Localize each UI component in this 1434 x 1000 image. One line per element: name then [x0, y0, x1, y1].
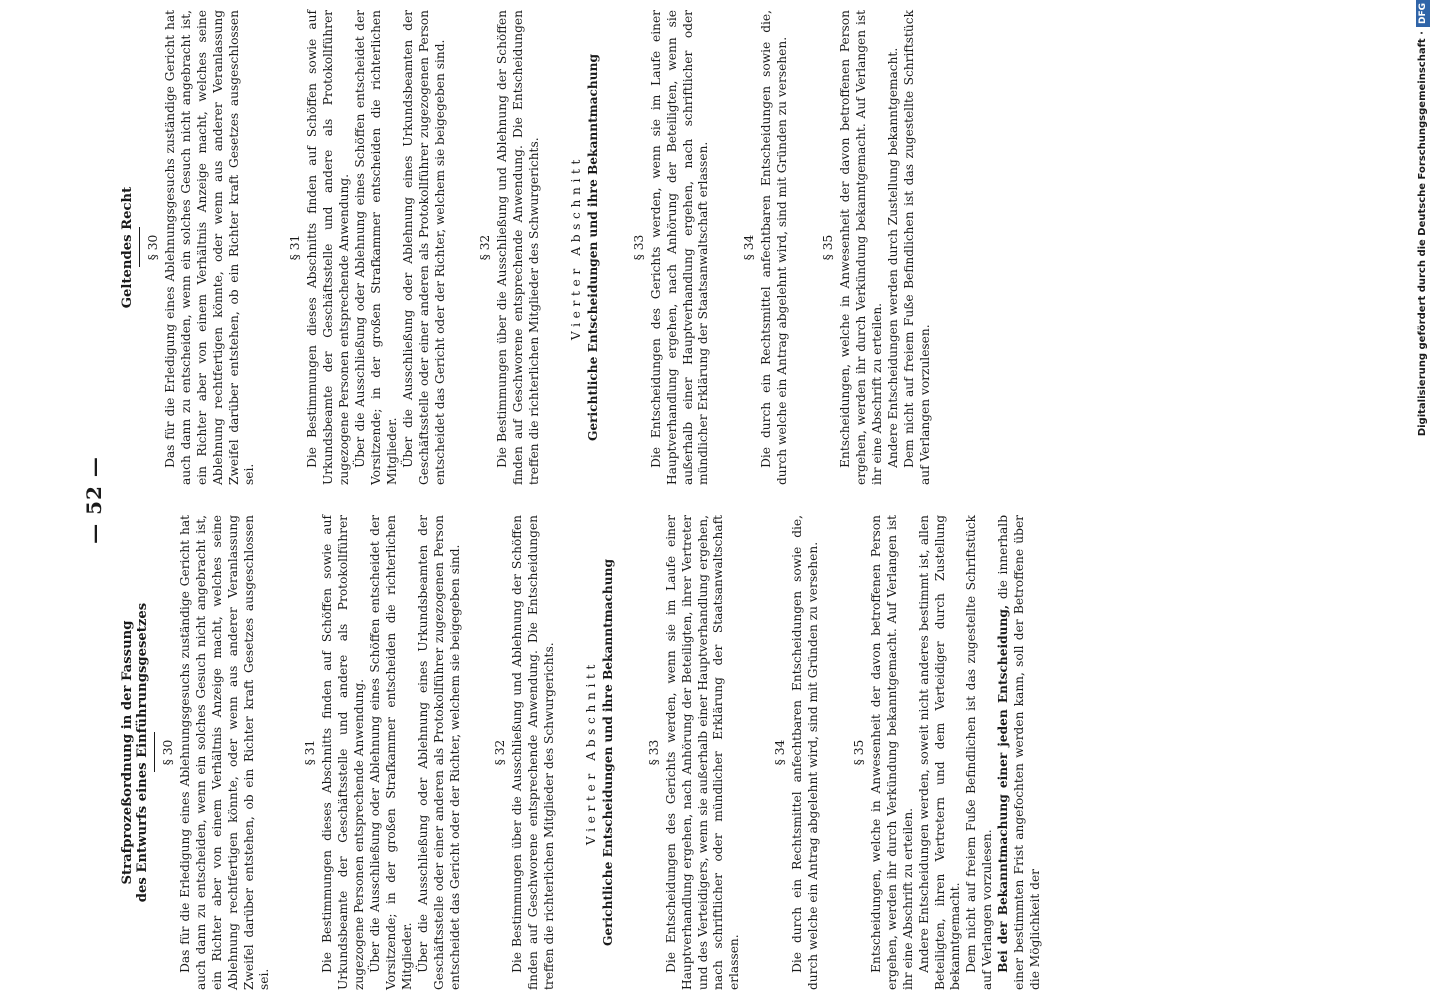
paragraph: Über die Ausschließung oder Ablehnung eines Schöffen entscheidet der Vorsitzende; in der großen Strafkammer entscheiden die richterlichen Mitglieder. [352, 10, 399, 485]
paragraph: Die Bestimmungen dieses Abschnitts finden auf Schöffen sowie auf Urkundsbeamte der Geschäftsstelle und andere als Protokollführer zugezogene Personen entsprechende Anwendung. [320, 515, 367, 990]
dfg-logo: DFG [1416, 0, 1430, 27]
section-number: § 30 [146, 234, 160, 261]
column-title [120, 10, 135, 485]
section-number: § 34 [773, 739, 788, 766]
paragraph: Die Bestimmungen über die Ausschließung und Ablehnung der Schöffen finden auf Geschworene entsprechende Anwendung. Die Entscheidungen treffen die richterlichen Mitglieder des Schwurgerichts. [510, 515, 557, 990]
section-number: § 32 [478, 234, 493, 261]
paragraph-lead: Bei der Bekanntmachung einer jeden Entscheidung, [996, 604, 1011, 973]
column-title [120, 515, 150, 990]
paragraph: Über die Ausschließung oder Ablehnung eines Urkundsbeamten der Geschäftsstelle oder einer anderen als Protokollführer zugezogenen Person entscheidet das Gericht oder der Richter, welchem sie beigegeben sind. [415, 515, 462, 990]
paragraph: Andere Entscheidungen werden, soweit nicht anderes bestimmt ist, allen Beteiligten, ihren Vertretern und dem Verteidiger durch Zustellung bekanntgemacht. [916, 515, 963, 990]
section-number: § 33 [631, 234, 646, 261]
paragraph: Die Bestimmungen über die Ausschließung und Ablehnung der Schöffen finden auf Geschworene entsprechende Anwendung. Die Entscheidungen treffen die richterlichen Mitglieder des Schwurgerichts. [495, 10, 542, 485]
paragraph: Andere Entscheidungen werden durch Zustellung bekanntgemacht. [885, 47, 900, 468]
column-title-line: Geltendes Recht [120, 186, 135, 309]
chapter-heading: Gerichtliche Entscheidungen und ihre Bekanntmachung [585, 53, 600, 442]
column-draft-version [120, 515, 1044, 990]
paragraph: Über die Ausschließung oder Ablehnung eines Schöffen entscheidet der Vorsitzende; in der großen Strafkammer entscheiden die richterlichen Mitglieder. [367, 515, 414, 990]
chapter-label: Vierter Abschnitt [584, 659, 599, 846]
credit-text: Digitalisierung gefördert durch die Deutsche Forschungsgemeinschaft · [1417, 31, 1428, 437]
paragraph: Die Bestimmungen dieses Abschnitts finden auf Schöffen sowie auf Urkundsbeamte der Geschäftsstelle und andere als Protokollführer zugezogene Personen entsprechende Anwendung. [305, 10, 352, 485]
paragraph: Die Entscheidungen des Gerichts werden, wenn sie im Laufe einer Hauptverhandlung ergehen, nach Anhörung der Beteiligten, wenn sie außerhalb einer Hauptverhandlung ergehen, nach schriftlicher oder mündlicher Erklärung der Staatsanwaltschaft erlassen. [648, 10, 711, 485]
paragraph: Die durch ein Rechtsmittel anfechtbaren Entscheidungen sowie die, durch welche ein Antrag abgelehnt wird, sind mit Gründen zu versehen. [790, 515, 821, 990]
paragraph: Die Entscheidungen des Gerichts werden, wenn sie im Laufe einer Hauptverhandlung ergehen, nach Anhörung der Beteiligten, ihrer Vertreter und des Verteidigers, wenn sie außerhalb einer Hauptverhandlung ergehen, nach schriftlicher oder mündlicher Erklärung der Staatsanwaltschaft erlassen. [663, 515, 742, 990]
column-title-line: des Entwurfs eines Einführungsgesetzes [135, 602, 150, 903]
paragraph: Entscheidungen, welche in Anwesenheit der davon betroffenen Person ergehen, werden ihr durch Verkündung bekanntgemacht. Auf Verlangen ist ihr eine Abschrift zu erteilen. [838, 10, 884, 485]
section-number: § 35 [852, 739, 866, 766]
section-number: § 31 [303, 739, 318, 766]
paragraph-text: die innerhalb einer bestimmten Frist angefochten werden kann, soll der Betroffene über die Möglichkeit der [996, 515, 1042, 990]
paragraph: Über die Ausschließung oder Ablehnung eines Urkundsbeamten der Geschäftsstelle oder einer anderen als Protokollführer zugezogenen Person entscheidet das Gericht oder der Richter, welchem sie beigegeben sind. [400, 10, 447, 485]
section-number: § 30 [161, 739, 175, 766]
paragraph: Das für die Erledigung eines Ablehnungsgesuchs zuständige Gericht hat auch dann zu entscheiden, wenn ein solches Gesuch nicht angebracht ist, ein Richter aber von einem Verhältnis Anzeige macht, welches seine Ablehnung rechtfertigen könnte, oder wenn aus anderer Veranlassung Zweifel darüber entstehen, ob ein Richter kraft Gesetzes ausgeschlossen sei. [177, 515, 272, 990]
title-rule [154, 733, 155, 773]
paragraph: Die durch ein Rechtsmittel anfechtbaren Entscheidungen sowie die, durch welche ein Antrag abgelehnt wird, sind mit Gründen zu versehen. [759, 10, 790, 485]
chapter-heading: Gerichtliche Entscheidungen und ihre Bekanntmachung [600, 558, 615, 947]
title-rule [139, 228, 140, 268]
chapter-label: Vierter Abschnitt [569, 154, 584, 341]
paragraph: Dem nicht auf freiem Fuße Befindlichen ist das zugestellte Schriftstück auf Verlangen vorzulesen. [901, 10, 932, 485]
column-title-line: Strafprozeßordnung in der Fassung [120, 620, 135, 885]
section-number: § 35 [821, 234, 836, 261]
document-page [80, 10, 1300, 990]
columns [120, 10, 1044, 990]
paragraph: Dem nicht auf freiem Fuße Befindlichen ist das zugestellte Schriftstück auf Verlangen vorzulesen. [964, 515, 995, 990]
page-number: — 52 — [82, 456, 107, 544]
paragraph [996, 515, 1044, 990]
paragraph: Das für die Erledigung eines Ablehnungsgesuchs zuständige Gericht hat auch dann zu entscheiden, wenn ein solches Gesuch nicht angebracht ist, ein Richter aber von einem Verhältnis Anzeige macht, welches seine Ablehnung rechtfertigen könnte, oder wenn aus anderer Veranlassung Zweifel darüber entstehen, ob ein Richter kraft Gesetzes ausgeschlossen sei. [162, 10, 257, 485]
paragraph: Entscheidungen, welche in Anwesenheit der davon betroffenen Person ergehen, werden ihr durch Verkündung bekanntgemacht. Auf Verlangen ist ihr eine Abschrift zu erteilen. [868, 515, 915, 990]
page-header [80, 10, 110, 990]
section-number: § 34 [742, 234, 757, 261]
section-number: § 33 [646, 739, 661, 766]
column-current-law [120, 10, 1044, 485]
section-number: § 32 [493, 739, 508, 766]
digitization-credit [1416, 0, 1430, 990]
section-number: § 31 [288, 234, 303, 261]
